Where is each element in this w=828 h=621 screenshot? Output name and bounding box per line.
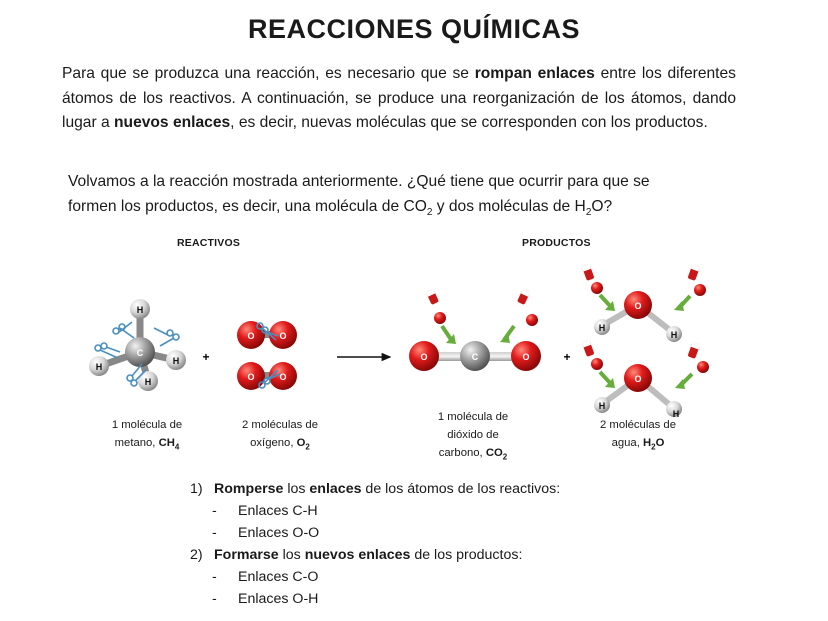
atom-label-h: H	[672, 409, 680, 419]
atom-label-c: C	[136, 348, 144, 358]
atom-label-o: O	[420, 352, 428, 362]
atom-label-h: H	[95, 362, 103, 372]
caption-co2: 1 molécula de dióxido de carbono, $CO_2$	[437, 411, 509, 462]
atom-label-o: O	[247, 331, 255, 341]
co2-molecule	[409, 289, 541, 371]
atom-label-h: H	[144, 377, 152, 387]
scissors-icon	[95, 343, 120, 358]
scissors-icon	[154, 328, 179, 346]
atom-label-o: O	[279, 331, 287, 341]
atom-label-o: O	[634, 374, 642, 384]
atom-label-h: H	[598, 401, 606, 411]
plus-sign: +	[202, 350, 210, 364]
atom-label-o: O	[247, 372, 255, 382]
atom-label-c: C	[471, 352, 479, 362]
oxygen-molecules	[237, 321, 297, 390]
atom-label-h: H	[598, 323, 606, 333]
question-paragraph: Volvamos a la reacción mostrada anteriormente. ¿Qué tiene que ocurrir para que se formen los productos, es decir, una molécula de $CO_2$ y dos moléculas de $H_2O$?	[68, 173, 650, 218]
atom-label-o: O	[634, 301, 642, 311]
atom-label-h: H	[670, 330, 678, 340]
bold-rompan-enlaces: rompan enlaces	[474, 65, 595, 82]
caption-methane: 1 molécula de metano, $CH_4$	[111, 419, 183, 452]
intro-paragraph: Para que se produzca una reacción, es necesario que se rompan enlaces entre los diferentes átomos de los reactivos. A continuación, se produce una reorganización de los átomos, dando lugar a nuevos enlaces, es decir, nuevas moléculas que se corresponden con los productos.	[62, 65, 736, 131]
incoming-oxygen-icon	[426, 289, 439, 305]
scissors-icon	[113, 322, 134, 338]
water-molecules	[582, 264, 709, 419]
caption-water: 2 moléculas de agua, $H_2O$	[600, 419, 676, 452]
bold-nuevos-enlaces: nuevos enlaces	[114, 114, 231, 131]
incoming-oxygen-icon	[517, 289, 530, 305]
atom-label-h: H	[172, 356, 180, 366]
page-title: REACCIONES QUÍMICAS	[247, 14, 581, 44]
caption-oxygen: 2 moléculas de oxígeno, $O_2$	[242, 419, 318, 452]
plus-sign: +	[563, 350, 571, 364]
products-heading: PRODUCTOS	[522, 237, 591, 249]
atom-label-h: H	[136, 305, 144, 315]
atom-label-o: O	[279, 372, 287, 382]
methane-molecule	[89, 299, 186, 391]
atom-label-o: O	[522, 352, 530, 362]
reactants-heading: REACTIVOS	[177, 237, 241, 249]
